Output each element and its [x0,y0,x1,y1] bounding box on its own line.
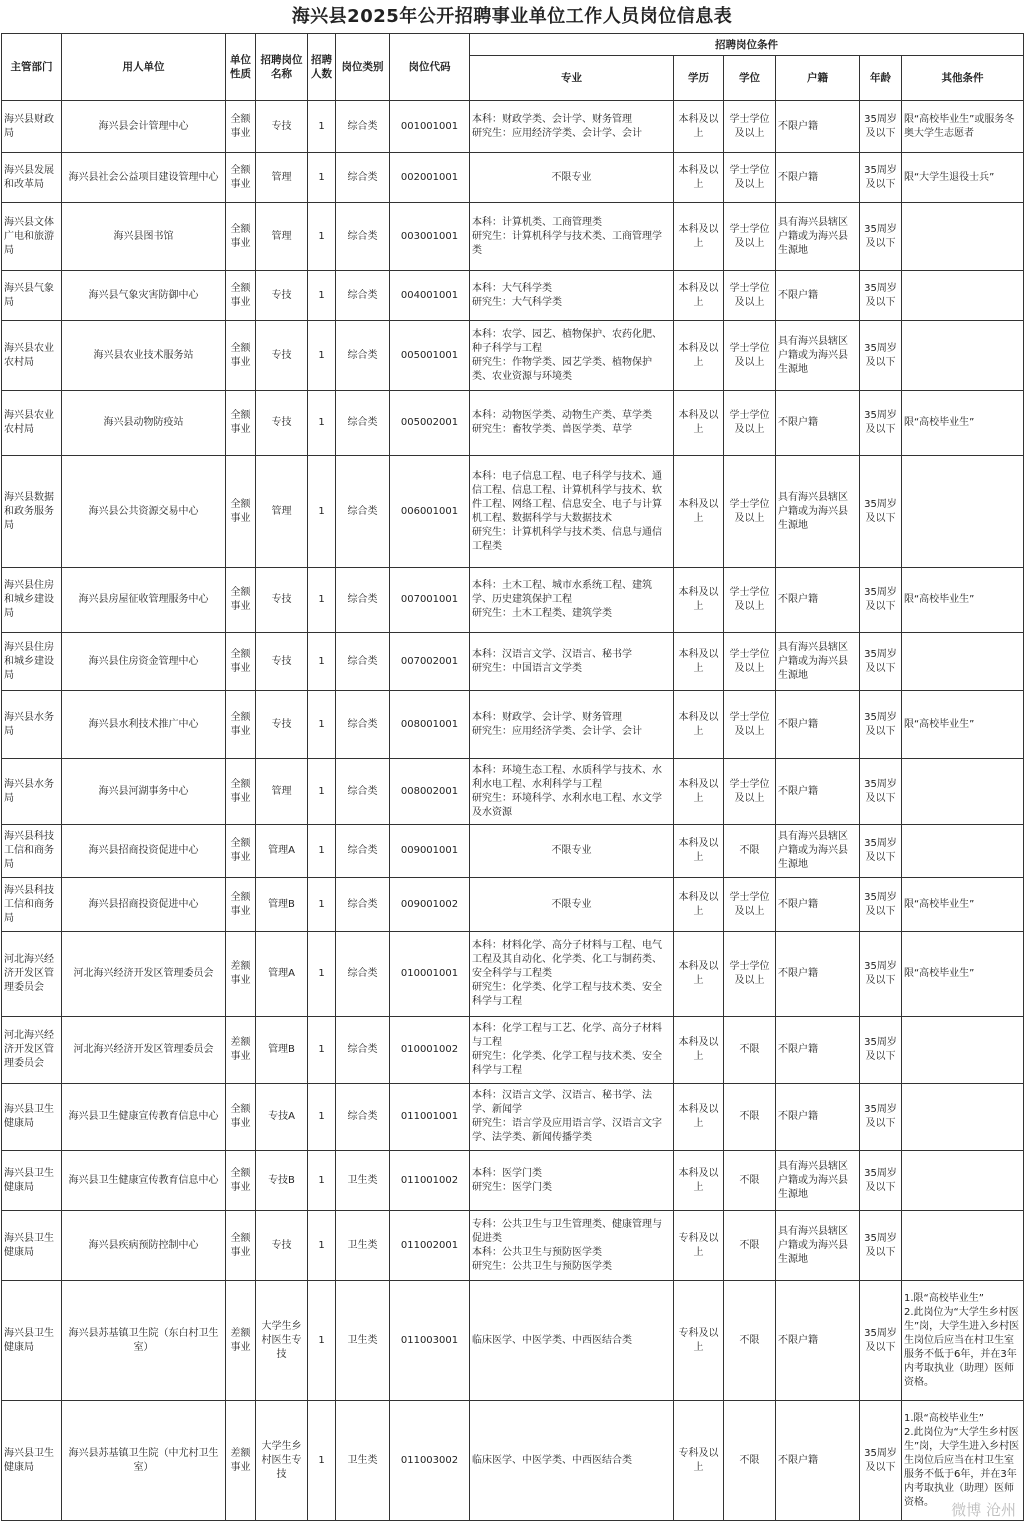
cell-age: 35周岁及以下 [860,391,902,456]
cell-other [902,271,1024,321]
table-row [2,391,1024,456]
cell-count: 1 [308,271,336,321]
cell-degree: 学士学位及以上 [724,691,776,759]
page-title: 海兴县2025年公开招聘事业单位工作人员岗位信息表 [291,6,733,27]
cell-age: 35周岁及以下 [860,203,902,271]
cell-age: 35周岁及以下 [860,153,902,203]
cell-other: 限“高校毕业生” [902,568,1024,633]
cell-age: 35周岁及以下 [860,321,902,391]
cell-edu: 本科及以上 [674,878,724,932]
cell-dept: 海兴县文体广电和旅游局 [2,203,62,271]
cell-major: 本科：财政学、会计学、财务管理 研究生：应用经济学类、会计学、会计 [470,691,674,759]
cell-category: 综合类 [336,759,390,825]
cell-degree: 不限 [724,1017,776,1084]
cell-nature: 全额事业 [226,321,256,391]
header-degree: 学位 [724,56,776,101]
cell-dept: 河北海兴经济开发区管理委员会 [2,1017,62,1084]
cell-code: 002001001 [390,153,470,203]
header-post-name: 招聘岗位名称 [256,34,308,101]
cell-degree: 学士学位及以上 [724,271,776,321]
cell-edu: 本科及以上 [674,1084,724,1151]
cell-post: 大学生乡村医生专技 [256,1401,308,1521]
table-row [2,456,1024,568]
cell-post: 专技 [256,1211,308,1281]
cell-degree: 学士学位及以上 [724,153,776,203]
cell-unit: 海兴县公共资源交易中心 [62,456,226,568]
cell-other [902,759,1024,825]
cell-dept: 海兴县卫生健康局 [2,1211,62,1281]
cell-code: 011003002 [390,1401,470,1521]
cell-category: 综合类 [336,568,390,633]
cell-dept: 海兴县卫生健康局 [2,1151,62,1211]
cell-code: 010001001 [390,932,470,1017]
cell-major: 本科：电子信息工程、电子科学与技术、通信工程、信息工程、计算机科学与技术、软件工程、网络工程、信息安全、电子与计算机工程、数据科学与大数据技术 研究生：计算机科学与技术类、信息与通信工程类 [470,456,674,568]
cell-edu: 本科及以上 [674,825,724,878]
cell-nature: 全额事业 [226,456,256,568]
cell-unit: 河北海兴经济开发区管理委员会 [62,932,226,1017]
cell-household: 具有海兴县辖区户籍或为海兴县生源地 [776,321,860,391]
cell-count: 1 [308,1281,336,1401]
cell-household: 不限户籍 [776,271,860,321]
cell-code: 011001002 [390,1151,470,1211]
cell-nature: 全额事业 [226,691,256,759]
cell-count: 1 [308,153,336,203]
table-row [2,878,1024,932]
table-body [2,101,1024,1521]
cell-major: 本科：汉语言文学、汉语言、秘书学 研究生：中国语言文学类 [470,633,674,691]
table-row [2,568,1024,633]
cell-major: 临床医学、中医学类、中西医结合类 [470,1281,674,1401]
cell-other [902,203,1024,271]
cell-household: 不限户籍 [776,101,860,153]
cell-code: 008002001 [390,759,470,825]
cell-code: 004001001 [390,271,470,321]
cell-major: 本科：动物医学类、动物生产类、草学类 研究生：畜牧学类、兽医学类、草学 [470,391,674,456]
cell-edu: 本科及以上 [674,153,724,203]
cell-edu: 专科及以上 [674,1211,724,1281]
cell-major: 不限专业 [470,878,674,932]
cell-household: 具有海兴县辖区户籍或为海兴县生源地 [776,825,860,878]
cell-count: 1 [308,568,336,633]
cell-code: 003001001 [390,203,470,271]
cell-category: 综合类 [336,391,390,456]
header-dept: 主管部门 [2,34,62,101]
cell-degree: 不限 [724,1281,776,1401]
cell-major: 本科：财政学类、会计学、财务管理 研究生：应用经济学类、会计学、会计 [470,101,674,153]
cell-edu: 本科及以上 [674,101,724,153]
table-row [2,932,1024,1017]
cell-age: 35周岁及以下 [860,932,902,1017]
cell-degree: 不限 [724,1401,776,1521]
cell-dept: 海兴县农业农村局 [2,391,62,456]
cell-dept: 海兴县气象局 [2,271,62,321]
cell-household: 具有海兴县辖区户籍或为海兴县生源地 [776,203,860,271]
cell-post: 专技B [256,1151,308,1211]
cell-household: 不限户籍 [776,568,860,633]
cell-count: 1 [308,825,336,878]
cell-age: 35周岁及以下 [860,633,902,691]
cell-major: 本科：大气科学类 研究生：大气科学类 [470,271,674,321]
header-major: 专业 [470,56,674,101]
cell-major: 临床医学、中医学类、中西医结合类 [470,1401,674,1521]
cell-nature: 差额事业 [226,932,256,1017]
cell-post: 专技 [256,391,308,456]
cell-category: 综合类 [336,932,390,1017]
cell-post: 专技 [256,691,308,759]
cell-count: 1 [308,101,336,153]
cell-count: 1 [308,1401,336,1521]
cell-category: 卫生类 [336,1281,390,1401]
cell-edu: 本科及以上 [674,932,724,1017]
cell-code: 007001001 [390,568,470,633]
cell-category: 综合类 [336,153,390,203]
cell-code: 011002001 [390,1211,470,1281]
cell-household: 不限户籍 [776,153,860,203]
cell-count: 1 [308,456,336,568]
cell-major: 不限专业 [470,153,674,203]
cell-code: 010001002 [390,1017,470,1084]
cell-age: 35周岁及以下 [860,1401,902,1521]
cell-edu: 本科及以上 [674,271,724,321]
cell-count: 1 [308,691,336,759]
cell-other: 限“高校毕业生” [902,691,1024,759]
cell-dept: 海兴县水务局 [2,759,62,825]
cell-category: 综合类 [336,203,390,271]
cell-count: 1 [308,1211,336,1281]
cell-other: 限“高校毕业生”或服务冬奥大学生志愿者 [902,101,1024,153]
cell-other [902,1084,1024,1151]
cell-code: 007002001 [390,633,470,691]
header-household: 户籍 [776,56,860,101]
cell-degree: 不限 [724,1084,776,1151]
cell-age: 35周岁及以下 [860,759,902,825]
cell-post: 管理 [256,203,308,271]
cell-category: 综合类 [336,1084,390,1151]
cell-other [902,825,1024,878]
header-other: 其他条件 [902,56,1024,101]
cell-household: 不限户籍 [776,1281,860,1401]
table-row [2,691,1024,759]
header-education: 学历 [674,56,724,101]
cell-dept: 海兴县水务局 [2,691,62,759]
cell-dept: 海兴县住房和城乡建设局 [2,633,62,691]
cell-degree: 学士学位及以上 [724,759,776,825]
cell-post: 专技 [256,321,308,391]
cell-other [902,321,1024,391]
header-category: 岗位类别 [336,34,390,101]
cell-edu: 本科及以上 [674,1017,724,1084]
cell-unit: 海兴县河湖事务中心 [62,759,226,825]
cell-post: 管理 [256,153,308,203]
cell-dept: 海兴县科技工信和商务局 [2,878,62,932]
cell-nature: 差额事业 [226,1017,256,1084]
cell-major: 本科：土木工程、城市水系统工程、建筑学、历史建筑保护工程 研究生：土木工程类、建筑学类 [470,568,674,633]
cell-nature: 差额事业 [226,1281,256,1401]
cell-post: 专技 [256,633,308,691]
table-row [2,759,1024,825]
cell-other [902,633,1024,691]
cell-edu: 本科及以上 [674,203,724,271]
cell-count: 1 [308,932,336,1017]
header-conditions: 招聘岗位条件 [470,34,1024,56]
cell-degree: 不限 [724,1151,776,1211]
table-row [2,1211,1024,1281]
cell-category: 卫生类 [336,1211,390,1281]
cell-household: 不限户籍 [776,1017,860,1084]
cell-nature: 全额事业 [226,391,256,456]
cell-other [902,456,1024,568]
header-age: 年龄 [860,56,902,101]
cell-unit: 海兴县卫生健康宣传教育信息中心 [62,1151,226,1211]
cell-category: 综合类 [336,101,390,153]
cell-other: 限“大学生退役士兵” [902,153,1024,203]
cell-post: 大学生乡村医生专技 [256,1281,308,1401]
cell-category: 综合类 [336,633,390,691]
cell-edu: 专科及以上 [674,1281,724,1401]
cell-degree: 学士学位及以上 [724,203,776,271]
cell-dept: 海兴县卫生健康局 [2,1084,62,1151]
cell-age: 35周岁及以下 [860,825,902,878]
cell-age: 35周岁及以下 [860,878,902,932]
cell-dept: 海兴县卫生健康局 [2,1281,62,1401]
cell-post: 专技 [256,101,308,153]
cell-category: 卫生类 [336,1401,390,1521]
header-unit: 用人单位 [62,34,226,101]
cell-dept: 河北海兴经济开发区管理委员会 [2,932,62,1017]
cell-dept: 海兴县财政局 [2,101,62,153]
cell-edu: 本科及以上 [674,321,724,391]
cell-nature: 全额事业 [226,271,256,321]
cell-edu: 本科及以上 [674,391,724,456]
cell-post: 管理 [256,759,308,825]
cell-unit: 海兴县苏基镇卫生院（中尤村卫生室） [62,1401,226,1521]
cell-code: 005001001 [390,321,470,391]
cell-degree: 学士学位及以上 [724,568,776,633]
cell-household: 不限户籍 [776,691,860,759]
table-row [2,203,1024,271]
cell-unit: 海兴县会计管理中心 [62,101,226,153]
cell-age: 35周岁及以下 [860,1084,902,1151]
table-row [2,1151,1024,1211]
cell-nature: 全额事业 [226,1211,256,1281]
cell-major: 不限专业 [470,825,674,878]
cell-major: 本科：医学门类 研究生：医学门类 [470,1151,674,1211]
table-row [2,1281,1024,1401]
cell-age: 35周岁及以下 [860,691,902,759]
positions-table [1,33,1024,1521]
cell-unit: 海兴县疾病预防控制中心 [62,1211,226,1281]
cell-post: 管理A [256,825,308,878]
cell-code: 011001001 [390,1084,470,1151]
cell-dept: 海兴县发展和改革局 [2,153,62,203]
cell-edu: 本科及以上 [674,633,724,691]
cell-unit: 海兴县气象灾害防御中心 [62,271,226,321]
cell-edu: 本科及以上 [674,691,724,759]
cell-edu: 本科及以上 [674,568,724,633]
cell-category: 综合类 [336,271,390,321]
cell-category: 综合类 [336,825,390,878]
cell-post: 管理B [256,1017,308,1084]
cell-unit: 海兴县水利技术推广中心 [62,691,226,759]
cell-code: 009001001 [390,825,470,878]
cell-code: 009001002 [390,878,470,932]
cell-other: 限“高校毕业生” [902,878,1024,932]
cell-count: 1 [308,633,336,691]
cell-major: 专科：公共卫生与卫生管理类、健康管理与促进类 本科：公共卫生与预防医学类 研究生：公共卫生与预防医学类 [470,1211,674,1281]
cell-household: 不限户籍 [776,759,860,825]
cell-age: 35周岁及以下 [860,271,902,321]
cell-category: 综合类 [336,878,390,932]
cell-degree: 不限 [724,1211,776,1281]
cell-count: 1 [308,1151,336,1211]
cell-major: 本科：化学工程与工艺、化学、高分子材料与工程 研究生：化学类、化学工程与技术类、安全科学与工程 [470,1017,674,1084]
table-row [2,1017,1024,1084]
cell-nature: 全额事业 [226,759,256,825]
cell-age: 35周岁及以下 [860,101,902,153]
cell-nature: 全额事业 [226,568,256,633]
cell-nature: 差额事业 [226,1401,256,1521]
cell-category: 综合类 [336,1017,390,1084]
cell-other: 1.限“高校毕业生” 2.此岗位为“大学生乡村医生”岗，大学生进入乡村医生岗位后应当在村卫生室服务不低于6年，并在3年内考取执业（助理）医师资格。 [902,1401,1024,1521]
cell-edu: 本科及以上 [674,456,724,568]
table-row [2,321,1024,391]
cell-code: 011003001 [390,1281,470,1401]
cell-category: 卫生类 [336,1151,390,1211]
header-code: 岗位代码 [390,34,470,101]
cell-age: 35周岁及以下 [860,1151,902,1211]
cell-other [902,1017,1024,1084]
cell-degree: 学士学位及以上 [724,932,776,1017]
cell-dept: 海兴县住房和城乡建设局 [2,568,62,633]
header-nature: 单位性质 [226,34,256,101]
cell-age: 35周岁及以下 [860,456,902,568]
cell-count: 1 [308,321,336,391]
cell-degree: 学士学位及以上 [724,101,776,153]
cell-nature: 全额事业 [226,825,256,878]
cell-dept: 海兴县农业农村局 [2,321,62,391]
cell-age: 35周岁及以下 [860,1017,902,1084]
table-row [2,1401,1024,1521]
cell-degree: 学士学位及以上 [724,633,776,691]
cell-unit: 海兴县招商投资促进中心 [62,878,226,932]
cell-dept: 海兴县科技工信和商务局 [2,825,62,878]
cell-unit: 河北海兴经济开发区管理委员会 [62,1017,226,1084]
cell-degree: 不限 [724,825,776,878]
cell-household: 不限户籍 [776,1401,860,1521]
table-row [2,825,1024,878]
cell-post: 专技 [256,271,308,321]
cell-edu: 专科及以上 [674,1401,724,1521]
table-row [2,101,1024,153]
cell-post: 专技A [256,1084,308,1151]
cell-post: 管理A [256,932,308,1017]
cell-household: 不限户籍 [776,932,860,1017]
cell-count: 1 [308,391,336,456]
cell-major: 本科：农学、园艺、植物保护、农药化肥、种子科学与工程 研究生：作物学类、园艺学类、植物保护类、农业资源与环境类 [470,321,674,391]
cell-other: 限“高校毕业生” [902,932,1024,1017]
cell-unit: 海兴县住房资金管理中心 [62,633,226,691]
cell-unit: 海兴县卫生健康宣传教育信息中心 [62,1084,226,1151]
cell-degree: 学士学位及以上 [724,391,776,456]
cell-dept: 海兴县数据和政务服务局 [2,456,62,568]
cell-count: 1 [308,878,336,932]
cell-other: 1.限“高校毕业生” 2.此岗位为“大学生乡村医生”岗，大学生进入乡村医生岗位后应当在村卫生室服务不低于6年，并在3年内考取执业（助理）医师资格。 [902,1281,1024,1401]
watermark: 微博 沧州 [951,1501,1016,1519]
cell-count: 1 [308,203,336,271]
cell-unit: 海兴县动物防疫站 [62,391,226,456]
table-row [2,153,1024,203]
cell-household: 具有海兴县辖区户籍或为海兴县生源地 [776,456,860,568]
cell-category: 综合类 [336,691,390,759]
cell-major: 本科：汉语言文学、汉语言、秘书学、法学、新闻学 研究生：语言学及应用语言学、汉语言文字学、法学类、新闻传播学类 [470,1084,674,1151]
cell-count: 1 [308,759,336,825]
cell-nature: 全额事业 [226,101,256,153]
cell-category: 综合类 [336,321,390,391]
cell-unit: 海兴县苏基镇卫生院（东白村卫生室） [62,1281,226,1401]
cell-count: 1 [308,1017,336,1084]
cell-nature: 全额事业 [226,203,256,271]
cell-major: 本科：材料化学、高分子材料与工程、电气工程及其自动化、化学类、化工与制药类、安全科学与工程类 研究生：化学类、化学工程与技术类、安全科学与工程 [470,932,674,1017]
cell-age: 35周岁及以下 [860,568,902,633]
cell-code: 005002001 [390,391,470,456]
cell-code: 001001001 [390,101,470,153]
cell-major: 本科：计算机类、工商管理类 研究生：计算机科学与技术类、工商管理学类 [470,203,674,271]
cell-degree: 学士学位及以上 [724,321,776,391]
table-row [2,633,1024,691]
header-count: 招聘人数 [308,34,336,101]
cell-other: 限“高校毕业生” [902,391,1024,456]
cell-household: 具有海兴县辖区户籍或为海兴县生源地 [776,1211,860,1281]
cell-unit: 海兴县招商投资促进中心 [62,825,226,878]
cell-edu: 本科及以上 [674,759,724,825]
cell-post: 管理 [256,456,308,568]
table-row [2,271,1024,321]
cell-nature: 全额事业 [226,1151,256,1211]
cell-other [902,1151,1024,1211]
cell-unit: 海兴县房屋征收管理服务中心 [62,568,226,633]
cell-count: 1 [308,1084,336,1151]
cell-post: 专技 [256,568,308,633]
cell-unit: 海兴县农业技术服务站 [62,321,226,391]
cell-age: 35周岁及以下 [860,1281,902,1401]
cell-unit: 海兴县图书馆 [62,203,226,271]
table-row [2,1084,1024,1151]
cell-household: 不限户籍 [776,1084,860,1151]
cell-degree: 学士学位及以上 [724,878,776,932]
cell-household: 具有海兴县辖区户籍或为海兴县生源地 [776,633,860,691]
cell-household: 具有海兴县辖区户籍或为海兴县生源地 [776,1151,860,1211]
cell-category: 综合类 [336,456,390,568]
cell-code: 006001001 [390,456,470,568]
cell-post: 管理B [256,878,308,932]
cell-household: 不限户籍 [776,391,860,456]
cell-age: 35周岁及以下 [860,1211,902,1281]
cell-nature: 全额事业 [226,153,256,203]
cell-edu: 本科及以上 [674,1151,724,1211]
cell-unit: 海兴县社会公益项目建设管理中心 [62,153,226,203]
cell-nature: 全额事业 [226,1084,256,1151]
cell-nature: 全额事业 [226,633,256,691]
cell-major: 本科：环境生态工程、水质科学与技术、水利水电工程、水利科学与工程 研究生：环境科学、水利水电工程、水文学及水资源 [470,759,674,825]
cell-other [902,1211,1024,1281]
cell-nature: 全额事业 [226,878,256,932]
cell-code: 008001001 [390,691,470,759]
cell-household: 不限户籍 [776,878,860,932]
cell-dept: 海兴县卫生健康局 [2,1401,62,1521]
cell-degree: 学士学位及以上 [724,456,776,568]
